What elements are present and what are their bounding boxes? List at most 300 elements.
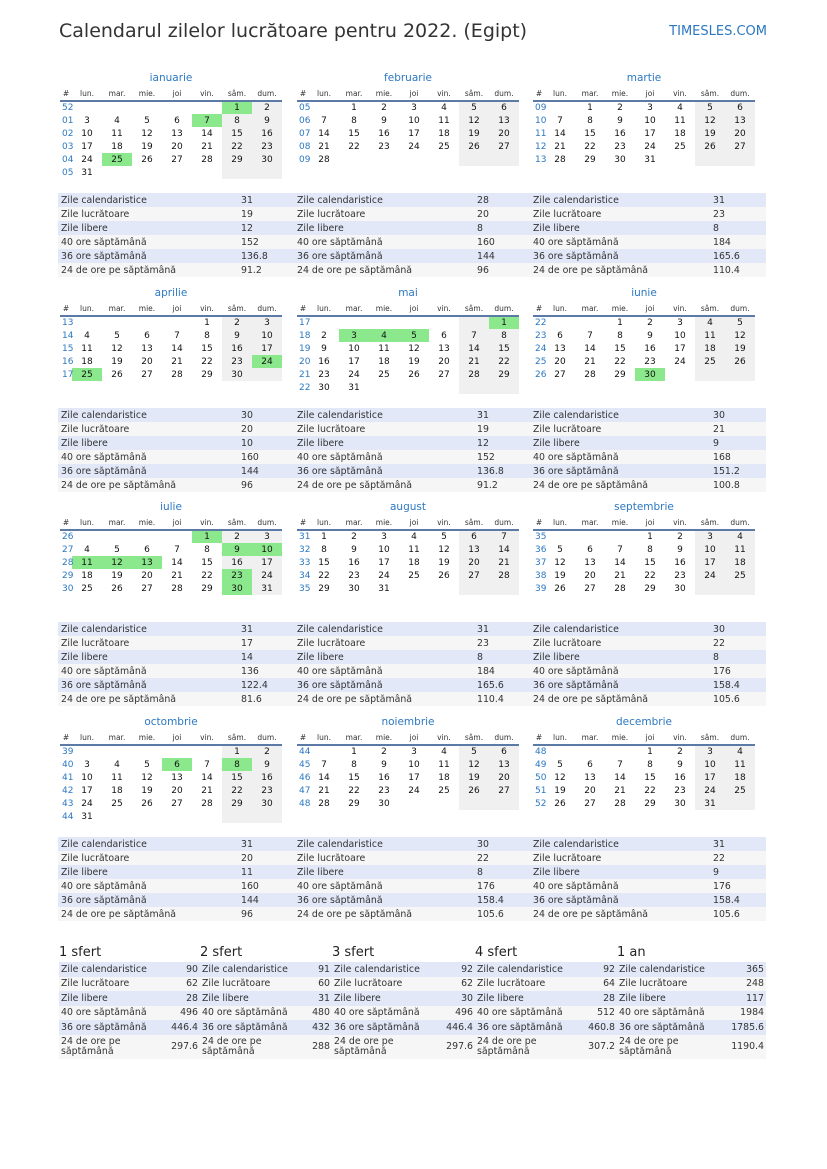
day-cell[interactable]: 18 <box>111 785 123 796</box>
day-cell[interactable]: 8 <box>204 330 210 341</box>
day-cell[interactable]: 29 <box>584 154 596 165</box>
day-cell[interactable]: 2 <box>252 101 282 114</box>
day-cell[interactable]: 1 <box>489 316 519 329</box>
day-cell[interactable]: 31 <box>644 154 656 165</box>
day-cell[interactable]: 22 <box>201 570 213 581</box>
day-cell[interactable]: 4 <box>695 316 725 329</box>
day-cell[interactable]: 18 <box>674 128 686 139</box>
day-cell[interactable]: 23 <box>644 356 656 367</box>
day-cell[interactable]: 27 <box>584 583 596 594</box>
day-cell[interactable]: 28 <box>171 583 183 594</box>
day-cell[interactable]: 27 <box>489 784 519 797</box>
day-cell[interactable]: 6 <box>459 530 489 543</box>
day-cell[interactable]: 6 <box>725 101 755 114</box>
day-cell[interactable]: 10 <box>348 343 360 354</box>
day-cell[interactable]: 22 <box>222 140 252 153</box>
day-cell[interactable]: 2 <box>647 318 653 328</box>
day-cell[interactable]: 9 <box>381 759 387 770</box>
day-cell[interactable]: 15 <box>584 128 596 139</box>
day-cell[interactable]: 30 <box>674 583 686 594</box>
day-cell[interactable]: 30 <box>614 154 626 165</box>
day-cell[interactable]: 13 <box>584 772 596 783</box>
day-cell[interactable]: 19 <box>111 356 123 367</box>
day-cell[interactable]: 20 <box>171 785 183 796</box>
day-cell[interactable]: 16 <box>318 356 330 367</box>
day-cell[interactable]: 3 <box>252 316 282 329</box>
day-cell[interactable]: 8 <box>204 544 210 555</box>
day-cell[interactable]: 28 <box>318 798 330 809</box>
day-cell[interactable]: 3 <box>411 747 417 757</box>
day-cell[interactable]: 28 <box>459 368 489 381</box>
day-cell[interactable]: 18 <box>81 570 93 581</box>
day-cell[interactable]: 7 <box>557 115 563 126</box>
day-cell[interactable]: 10 <box>408 115 420 126</box>
day-cell[interactable]: 16 <box>252 127 282 140</box>
day-cell[interactable]: 6 <box>144 330 150 341</box>
day-cell[interactable]: 10 <box>378 544 390 555</box>
day-cell[interactable]: 23 <box>318 369 330 380</box>
day-cell[interactable]: 10 <box>252 543 282 556</box>
day-cell[interactable]: 5 <box>459 101 489 114</box>
day-cell[interactable]: 22 <box>489 355 519 368</box>
day-cell[interactable]: 10 <box>81 772 93 783</box>
day-cell[interactable]: 28 <box>614 798 626 809</box>
day-cell[interactable]: 7 <box>489 530 519 543</box>
day-cell[interactable]: 3 <box>677 318 683 328</box>
day-cell[interactable]: 14 <box>318 128 330 139</box>
day-cell[interactable]: 16 <box>222 556 252 569</box>
day-cell[interactable]: 8 <box>321 544 327 555</box>
day-cell[interactable]: 17 <box>81 141 93 152</box>
day-cell[interactable]: 5 <box>557 759 563 770</box>
day-cell[interactable]: 25 <box>378 369 390 380</box>
day-cell[interactable]: 24 <box>252 355 282 368</box>
day-cell[interactable]: 15 <box>614 343 626 354</box>
day-cell[interactable]: 9 <box>222 329 252 342</box>
day-cell[interactable]: 11 <box>81 343 93 354</box>
day-cell[interactable]: 10 <box>408 759 420 770</box>
day-cell[interactable]: 7 <box>204 759 210 770</box>
day-cell[interactable]: 16 <box>674 772 686 783</box>
day-cell[interactable]: 21 <box>171 570 183 581</box>
day-cell[interactable]: 11 <box>378 343 390 354</box>
day-cell[interactable]: 28 <box>171 369 183 380</box>
day-cell[interactable]: 23 <box>378 785 390 796</box>
day-cell[interactable]: 14 <box>614 772 626 783</box>
day-cell[interactable]: 2 <box>617 103 623 113</box>
day-cell[interactable]: 23 <box>222 355 252 368</box>
day-cell[interactable]: 16 <box>252 771 282 784</box>
day-cell[interactable]: 28 <box>201 798 213 809</box>
day-cell[interactable]: 11 <box>438 759 450 770</box>
day-cell[interactable]: 16 <box>644 343 656 354</box>
day-cell[interactable]: 16 <box>674 557 686 568</box>
day-cell[interactable]: 30 <box>318 382 330 393</box>
day-cell[interactable]: 11 <box>111 128 123 139</box>
day-cell[interactable]: 27 <box>141 583 153 594</box>
day-cell[interactable]: 26 <box>725 355 755 368</box>
day-cell[interactable]: 17 <box>674 343 686 354</box>
day-cell[interactable]: 19 <box>554 785 566 796</box>
day-cell[interactable]: 5 <box>459 745 489 758</box>
day-cell[interactable]: 22 <box>348 141 360 152</box>
day-cell[interactable]: 15 <box>201 343 213 354</box>
day-cell[interactable]: 22 <box>348 785 360 796</box>
day-cell[interactable]: 6 <box>587 544 593 555</box>
day-cell[interactable]: 21 <box>584 356 596 367</box>
day-cell[interactable]: 20 <box>725 127 755 140</box>
day-cell[interactable]: 2 <box>321 330 327 341</box>
day-cell[interactable]: 2 <box>222 530 252 543</box>
day-cell[interactable]: 15 <box>222 771 252 784</box>
day-cell[interactable]: 3 <box>695 745 725 758</box>
day-cell[interactable]: 5 <box>725 316 755 329</box>
day-cell[interactable]: 13 <box>438 343 450 354</box>
day-cell[interactable]: 8 <box>351 759 357 770</box>
day-cell[interactable]: 13 <box>725 114 755 127</box>
day-cell[interactable]: 28 <box>201 154 213 165</box>
day-cell[interactable]: 12 <box>459 758 489 771</box>
day-cell[interactable]: 12 <box>554 772 566 783</box>
day-cell[interactable]: 26 <box>459 784 489 797</box>
day-cell[interactable]: 20 <box>584 785 596 796</box>
day-cell[interactable]: 19 <box>725 342 755 355</box>
day-cell[interactable]: 1 <box>587 103 593 113</box>
day-cell[interactable]: 9 <box>677 544 683 555</box>
day-cell[interactable]: 2 <box>677 532 683 542</box>
day-cell[interactable]: 5 <box>114 330 120 341</box>
day-cell[interactable]: 22 <box>644 785 656 796</box>
day-cell[interactable]: 18 <box>438 772 450 783</box>
day-cell[interactable]: 20 <box>438 356 450 367</box>
day-cell[interactable]: 13 <box>584 557 596 568</box>
day-cell[interactable]: 10 <box>252 329 282 342</box>
day-cell[interactable]: 22 <box>318 570 330 581</box>
day-cell[interactable]: 29 <box>201 369 213 380</box>
day-cell[interactable]: 30 <box>252 153 282 166</box>
day-cell[interactable]: 3 <box>411 103 417 113</box>
day-cell[interactable]: 6 <box>174 115 180 126</box>
day-cell[interactable]: 21 <box>201 785 213 796</box>
day-cell[interactable]: 19 <box>111 570 123 581</box>
day-cell[interactable]: 17 <box>695 556 725 569</box>
day-cell[interactable]: 13 <box>171 128 183 139</box>
day-cell[interactable]: 15 <box>644 772 656 783</box>
day-cell[interactable]: 5 <box>557 544 563 555</box>
day-cell[interactable]: 30 <box>674 798 686 809</box>
day-cell[interactable]: 11 <box>111 772 123 783</box>
day-cell[interactable]: 23 <box>348 570 360 581</box>
day-cell[interactable]: 17 <box>348 356 360 367</box>
day-cell[interactable]: 24 <box>644 141 656 152</box>
day-cell[interactable]: 28 <box>614 583 626 594</box>
day-cell[interactable]: 8 <box>617 330 623 341</box>
day-cell[interactable]: 17 <box>408 772 420 783</box>
day-cell[interactable]: 29 <box>489 368 519 381</box>
day-cell[interactable]: 27 <box>459 569 489 582</box>
day-cell[interactable]: 25 <box>81 583 93 594</box>
day-cell[interactable]: 30 <box>635 368 665 381</box>
day-cell[interactable]: 12 <box>695 114 725 127</box>
day-cell[interactable]: 7 <box>617 544 623 555</box>
day-cell[interactable]: 25 <box>438 141 450 152</box>
day-cell[interactable]: 21 <box>459 355 489 368</box>
day-cell[interactable]: 15 <box>222 127 252 140</box>
day-cell[interactable]: 19 <box>459 127 489 140</box>
day-cell[interactable]: 17 <box>252 556 282 569</box>
day-cell[interactable]: 25 <box>408 570 420 581</box>
day-cell[interactable]: 19 <box>141 141 153 152</box>
day-cell[interactable]: 17 <box>378 557 390 568</box>
day-cell[interactable]: 16 <box>348 557 360 568</box>
day-cell[interactable]: 18 <box>81 356 93 367</box>
day-cell[interactable]: 2 <box>677 747 683 757</box>
day-cell[interactable]: 6 <box>489 745 519 758</box>
day-cell[interactable]: 21 <box>614 785 626 796</box>
day-cell[interactable]: 12 <box>725 329 755 342</box>
day-cell[interactable]: 26 <box>111 583 123 594</box>
day-cell[interactable]: 18 <box>111 141 123 152</box>
day-cell[interactable]: 2 <box>222 316 252 329</box>
day-cell[interactable]: 26 <box>408 369 420 380</box>
day-cell[interactable]: 14 <box>318 772 330 783</box>
day-cell[interactable]: 26 <box>141 798 153 809</box>
day-cell[interactable]: 12 <box>554 557 566 568</box>
day-cell[interactable]: 22 <box>201 356 213 367</box>
day-cell[interactable]: 4 <box>411 532 417 542</box>
day-cell[interactable]: 18 <box>408 557 420 568</box>
day-cell[interactable]: 17 <box>252 342 282 355</box>
day-cell[interactable]: 20 <box>141 570 153 581</box>
day-cell[interactable]: 3 <box>647 103 653 113</box>
day-cell[interactable]: 12 <box>111 343 123 354</box>
day-cell[interactable]: 9 <box>252 758 282 771</box>
day-cell[interactable]: 15 <box>318 557 330 568</box>
day-cell[interactable]: 8 <box>647 759 653 770</box>
day-cell[interactable]: 18 <box>378 356 390 367</box>
day-cell[interactable]: 25 <box>725 569 755 582</box>
day-cell[interactable]: 4 <box>114 759 120 770</box>
day-cell[interactable]: 1 <box>647 532 653 542</box>
day-cell[interactable]: 14 <box>201 772 213 783</box>
day-cell[interactable]: 26 <box>554 583 566 594</box>
day-cell[interactable]: 12 <box>141 772 153 783</box>
day-cell[interactable]: 7 <box>321 115 327 126</box>
day-cell[interactable]: 2 <box>252 745 282 758</box>
day-cell[interactable]: 15 <box>644 557 656 568</box>
day-cell[interactable]: 3 <box>84 759 90 770</box>
day-cell[interactable]: 28 <box>584 369 596 380</box>
day-cell[interactable]: 22 <box>644 570 656 581</box>
day-cell[interactable]: 3 <box>339 329 369 342</box>
day-cell[interactable]: 7 <box>174 544 180 555</box>
day-cell[interactable]: 10 <box>695 543 725 556</box>
day-cell[interactable]: 1 <box>222 101 252 114</box>
day-cell[interactable]: 17 <box>695 771 725 784</box>
day-cell[interactable]: 27 <box>584 798 596 809</box>
day-cell[interactable]: 20 <box>171 141 183 152</box>
day-cell[interactable]: 23 <box>252 140 282 153</box>
day-cell[interactable]: 18 <box>725 556 755 569</box>
day-cell[interactable]: 24 <box>695 784 725 797</box>
day-cell[interactable]: 24 <box>378 570 390 581</box>
day-cell[interactable]: 21 <box>489 556 519 569</box>
day-cell[interactable]: 29 <box>318 583 330 594</box>
day-cell[interactable]: 29 <box>348 798 360 809</box>
day-cell[interactable]: 7 <box>587 330 593 341</box>
day-cell[interactable]: 13 <box>489 758 519 771</box>
day-cell[interactable]: 1 <box>617 318 623 328</box>
day-cell[interactable]: 11 <box>674 115 686 126</box>
day-cell[interactable]: 1 <box>647 747 653 757</box>
day-cell[interactable]: 12 <box>438 544 450 555</box>
day-cell[interactable]: 28 <box>489 569 519 582</box>
day-cell[interactable]: 3 <box>84 115 90 126</box>
day-cell[interactable]: 16 <box>378 128 390 139</box>
day-cell[interactable]: 14 <box>459 342 489 355</box>
day-cell[interactable]: 4 <box>84 330 90 341</box>
day-cell[interactable]: 3 <box>252 530 282 543</box>
day-cell[interactable]: 31 <box>252 582 282 595</box>
day-cell[interactable]: 24 <box>674 356 686 367</box>
day-cell[interactable]: 1 <box>192 530 222 543</box>
day-cell[interactable]: 10 <box>674 330 686 341</box>
day-cell[interactable]: 27 <box>438 369 450 380</box>
day-cell[interactable]: 26 <box>695 140 725 153</box>
day-cell[interactable]: 13 <box>554 343 566 354</box>
day-cell[interactable]: 12 <box>408 343 420 354</box>
day-cell[interactable]: 5 <box>144 115 150 126</box>
day-cell[interactable]: 22 <box>584 141 596 152</box>
day-cell[interactable]: 27 <box>171 154 183 165</box>
day-cell[interactable]: 8 <box>587 115 593 126</box>
day-cell[interactable]: 13 <box>132 556 162 569</box>
day-cell[interactable]: 9 <box>351 544 357 555</box>
day-cell[interactable]: 29 <box>644 798 656 809</box>
day-cell[interactable]: 12 <box>141 128 153 139</box>
day-cell[interactable]: 24 <box>81 798 93 809</box>
day-cell[interactable]: 4 <box>441 103 447 113</box>
site-link[interactable]: TIMESLES.COM <box>669 24 767 39</box>
day-cell[interactable]: 19 <box>459 771 489 784</box>
day-cell[interactable]: 24 <box>695 569 725 582</box>
day-cell[interactable]: 8 <box>489 329 519 342</box>
day-cell[interactable]: 27 <box>489 140 519 153</box>
day-cell[interactable]: 14 <box>489 543 519 556</box>
day-cell[interactable]: 15 <box>348 128 360 139</box>
day-cell[interactable]: 10 <box>695 758 725 771</box>
day-cell[interactable]: 11 <box>438 115 450 126</box>
day-cell[interactable]: 1 <box>351 747 357 757</box>
day-cell[interactable]: 21 <box>614 570 626 581</box>
day-cell[interactable]: 14 <box>584 343 596 354</box>
day-cell[interactable]: 14 <box>614 557 626 568</box>
day-cell[interactable]: 16 <box>614 128 626 139</box>
day-cell[interactable]: 21 <box>318 785 330 796</box>
day-cell[interactable]: 4 <box>84 544 90 555</box>
day-cell[interactable]: 17 <box>81 785 93 796</box>
day-cell[interactable]: 15 <box>201 557 213 568</box>
day-cell[interactable]: 25 <box>111 798 123 809</box>
day-cell[interactable]: 18 <box>695 342 725 355</box>
day-cell[interactable]: 14 <box>171 343 183 354</box>
day-cell[interactable]: 29 <box>222 153 252 166</box>
day-cell[interactable]: 31 <box>81 167 93 178</box>
day-cell[interactable]: 21 <box>171 356 183 367</box>
day-cell[interactable]: 23 <box>378 141 390 152</box>
day-cell[interactable]: 24 <box>252 569 282 582</box>
day-cell[interactable]: 20 <box>584 570 596 581</box>
day-cell[interactable]: 5 <box>695 101 725 114</box>
day-cell[interactable]: 13 <box>489 114 519 127</box>
day-cell[interactable]: 29 <box>614 369 626 380</box>
day-cell[interactable]: 15 <box>489 342 519 355</box>
day-cell[interactable]: 31 <box>348 382 360 393</box>
day-cell[interactable]: 9 <box>677 759 683 770</box>
day-cell[interactable]: 11 <box>408 544 420 555</box>
day-cell[interactable]: 30 <box>252 797 282 810</box>
day-cell[interactable]: 7 <box>459 329 489 342</box>
day-cell[interactable]: 25 <box>725 784 755 797</box>
day-cell[interactable]: 13 <box>171 772 183 783</box>
day-cell[interactable]: 9 <box>617 115 623 126</box>
day-cell[interactable]: 1 <box>222 745 252 758</box>
day-cell[interactable]: 9 <box>321 343 327 354</box>
day-cell[interactable]: 6 <box>587 759 593 770</box>
day-cell[interactable]: 31 <box>378 583 390 594</box>
day-cell[interactable]: 20 <box>459 556 489 569</box>
day-cell[interactable]: 31 <box>81 811 93 822</box>
day-cell[interactable]: 26 <box>141 154 153 165</box>
day-cell[interactable]: 23 <box>222 569 252 582</box>
day-cell[interactable]: 6 <box>557 330 563 341</box>
day-cell[interactable]: 26 <box>554 798 566 809</box>
day-cell[interactable]: 7 <box>321 759 327 770</box>
day-cell[interactable]: 6 <box>162 758 192 771</box>
day-cell[interactable]: 24 <box>408 785 420 796</box>
day-cell[interactable]: 9 <box>222 543 252 556</box>
day-cell[interactable]: 19 <box>695 127 725 140</box>
day-cell[interactable]: 4 <box>677 103 683 113</box>
day-cell[interactable]: 27 <box>171 798 183 809</box>
day-cell[interactable]: 17 <box>408 128 420 139</box>
day-cell[interactable]: 30 <box>222 368 252 381</box>
day-cell[interactable]: 22 <box>614 356 626 367</box>
day-cell[interactable]: 26 <box>438 570 450 581</box>
day-cell[interactable]: 17 <box>644 128 656 139</box>
day-cell[interactable]: 22 <box>222 784 252 797</box>
day-cell[interactable]: 1 <box>321 532 327 542</box>
day-cell[interactable]: 12 <box>459 114 489 127</box>
day-cell[interactable]: 26 <box>459 140 489 153</box>
day-cell[interactable]: 1 <box>351 103 357 113</box>
day-cell[interactable]: 30 <box>222 582 252 595</box>
day-cell[interactable]: 24 <box>81 154 93 165</box>
day-cell[interactable]: 18 <box>725 771 755 784</box>
day-cell[interactable]: 23 <box>614 141 626 152</box>
day-cell[interactable]: 24 <box>348 369 360 380</box>
day-cell[interactable]: 7 <box>617 759 623 770</box>
day-cell[interactable]: 5 <box>114 544 120 555</box>
day-cell[interactable]: 20 <box>489 771 519 784</box>
day-cell[interactable]: 10 <box>644 115 656 126</box>
day-cell[interactable]: 19 <box>408 356 420 367</box>
day-cell[interactable]: 10 <box>81 128 93 139</box>
day-cell[interactable]: 5 <box>144 759 150 770</box>
day-cell[interactable]: 4 <box>369 329 399 342</box>
day-cell[interactable]: 11 <box>695 329 725 342</box>
day-cell[interactable]: 25 <box>438 785 450 796</box>
